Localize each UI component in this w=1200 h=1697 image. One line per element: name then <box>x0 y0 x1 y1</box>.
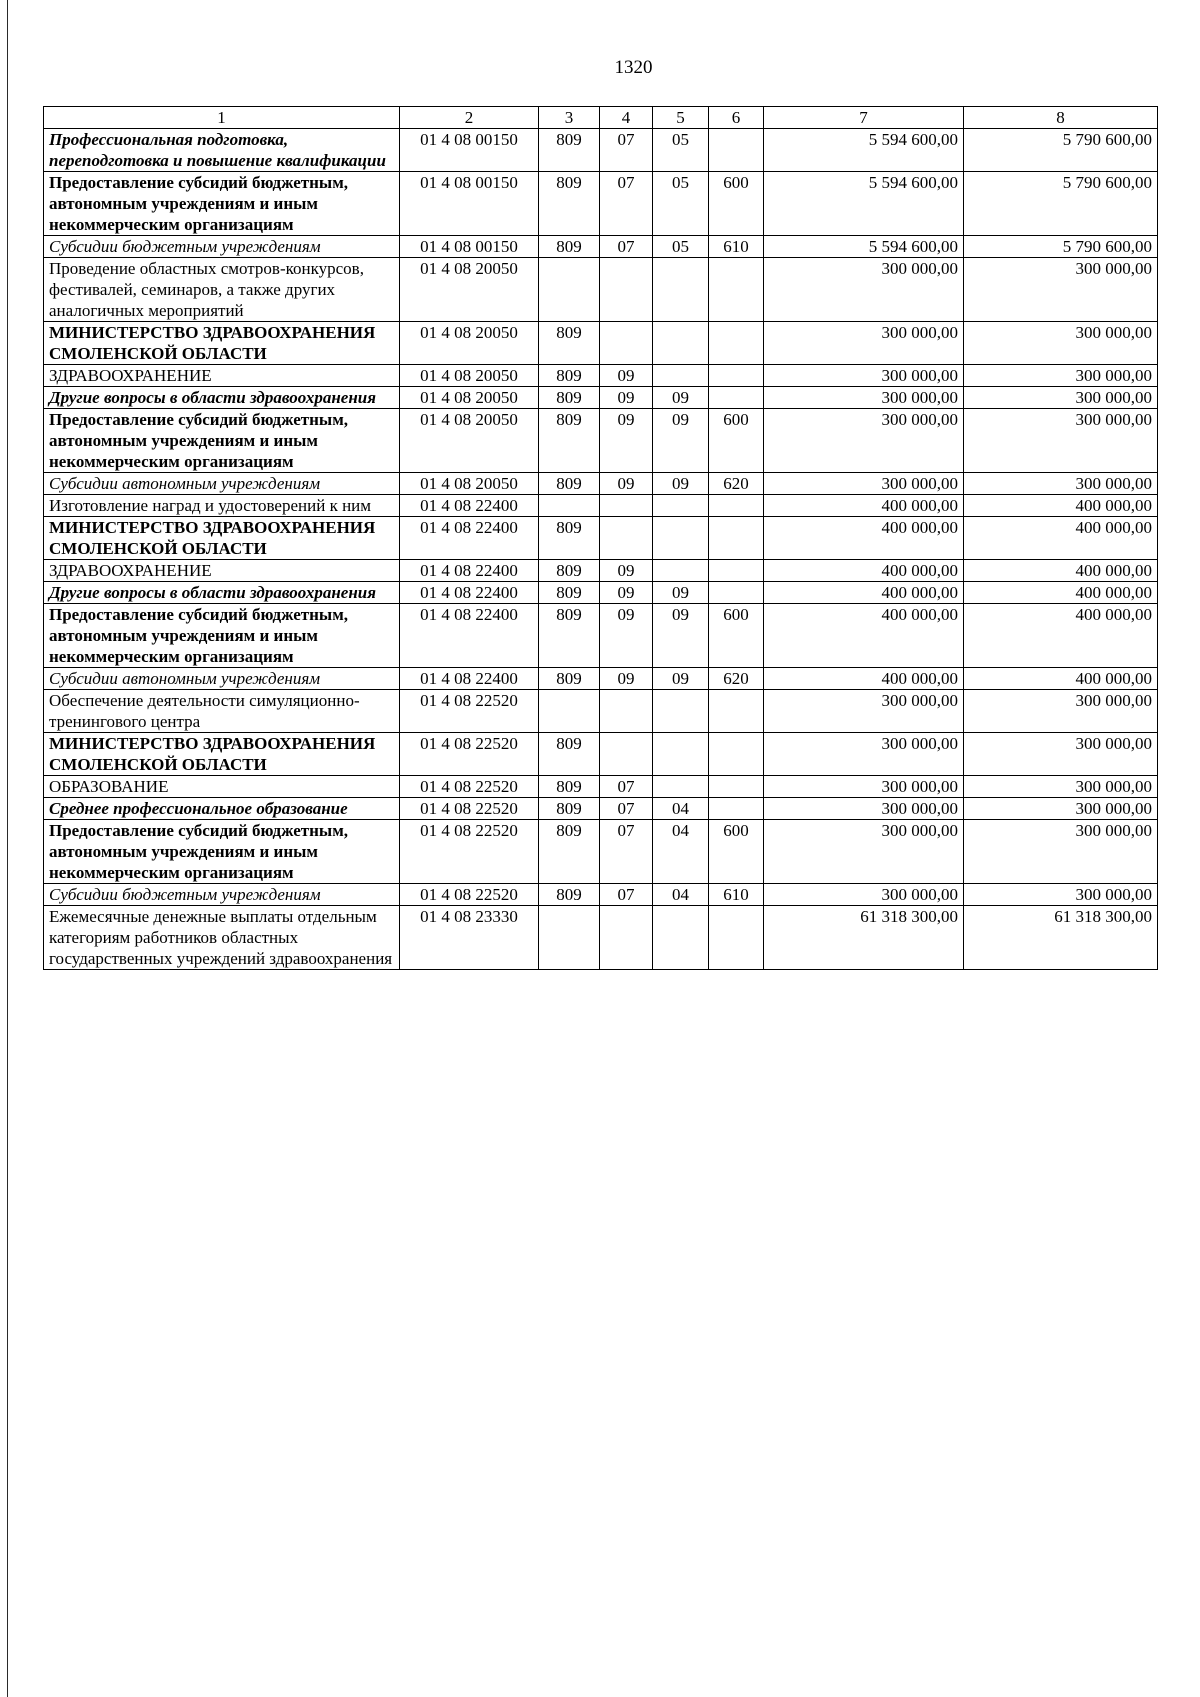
table-row <box>44 560 1158 582</box>
target-article-code: 01 4 08 20050 <box>400 322 539 365</box>
section-code: 07 <box>600 236 653 258</box>
target-article-code: 01 4 08 22400 <box>400 668 539 690</box>
item-name: Среднее профессиональное образование <box>44 798 400 820</box>
department-code: 809 <box>539 473 600 495</box>
subsection-code: 09 <box>653 409 709 473</box>
amount-year-2: 5 790 600,00 <box>964 236 1158 258</box>
column-number: 5 <box>653 107 709 129</box>
department-code <box>539 258 600 322</box>
target-article-code: 01 4 08 20050 <box>400 258 539 322</box>
target-article-code: 01 4 08 22520 <box>400 733 539 776</box>
table-row <box>44 236 1158 258</box>
department-code: 809 <box>539 820 600 884</box>
item-name: Профессиональная подготовка, переподготовка и повышение квалификации <box>44 129 400 172</box>
page-number: 1320 <box>614 57 653 78</box>
amount-year-2: 300 000,00 <box>964 798 1158 820</box>
target-article-code: 01 4 08 22400 <box>400 517 539 560</box>
section-code: 09 <box>600 365 653 387</box>
table-row <box>44 798 1158 820</box>
department-code <box>539 690 600 733</box>
item-name: Субсидии бюджетным учреждениям <box>44 236 400 258</box>
department-code: 809 <box>539 129 600 172</box>
item-name: МИНИСТЕРСТВО ЗДРАВООХРАНЕНИЯ СМОЛЕНСКОЙ ОБЛАСТИ <box>44 322 400 365</box>
target-article-code: 01 4 08 20050 <box>400 387 539 409</box>
target-article-code: 01 4 08 22400 <box>400 604 539 668</box>
amount-year-1: 300 000,00 <box>764 690 964 733</box>
item-name: Обеспечение деятельности симуляционно-тренингового центра <box>44 690 400 733</box>
department-code: 809 <box>539 387 600 409</box>
subsection-code: 05 <box>653 236 709 258</box>
department-code: 809 <box>539 884 600 906</box>
department-code: 809 <box>539 604 600 668</box>
item-name: Проведение областных смотров-конкурсов, фестивалей, семинаров, а также других аналогичных мероприятий <box>44 258 400 322</box>
expense-type-code <box>709 582 764 604</box>
table-row <box>44 820 1158 884</box>
expense-type-code <box>709 129 764 172</box>
department-code: 809 <box>539 409 600 473</box>
item-name: Предоставление субсидий бюджетным, автономным учреждениям и иным некоммерческим организациям <box>44 820 400 884</box>
item-name: Другие вопросы в области здравоохранения <box>44 387 400 409</box>
amount-year-2: 300 000,00 <box>964 409 1158 473</box>
item-name: ЗДРАВООХРАНЕНИЕ <box>44 560 400 582</box>
section-code <box>600 258 653 322</box>
budget-table <box>43 106 1158 970</box>
subsection-code: 04 <box>653 820 709 884</box>
amount-year-1: 61 318 300,00 <box>764 906 964 970</box>
department-code: 809 <box>539 322 600 365</box>
subsection-code <box>653 258 709 322</box>
amount-year-1: 400 000,00 <box>764 604 964 668</box>
amount-year-1: 300 000,00 <box>764 387 964 409</box>
expense-type-code <box>709 322 764 365</box>
expense-type-code: 600 <box>709 604 764 668</box>
table-row <box>44 906 1158 970</box>
amount-year-2: 300 000,00 <box>964 322 1158 365</box>
table-row <box>44 604 1158 668</box>
amount-year-2: 300 000,00 <box>964 387 1158 409</box>
department-code: 809 <box>539 798 600 820</box>
amount-year-2: 300 000,00 <box>964 776 1158 798</box>
target-article-code: 01 4 08 20050 <box>400 473 539 495</box>
expense-type-code: 610 <box>709 236 764 258</box>
column-number: 8 <box>964 107 1158 129</box>
amount-year-2: 400 000,00 <box>964 560 1158 582</box>
item-name: Другие вопросы в области здравоохранения <box>44 582 400 604</box>
item-name: ЗДРАВООХРАНЕНИЕ <box>44 365 400 387</box>
table-row <box>44 517 1158 560</box>
section-code: 09 <box>600 604 653 668</box>
subsection-code: 04 <box>653 798 709 820</box>
department-code <box>539 495 600 517</box>
table-row <box>44 776 1158 798</box>
department-code: 809 <box>539 560 600 582</box>
amount-year-2: 400 000,00 <box>964 668 1158 690</box>
section-code: 09 <box>600 473 653 495</box>
amount-year-2: 5 790 600,00 <box>964 129 1158 172</box>
amount-year-2: 400 000,00 <box>964 604 1158 668</box>
subsection-code: 09 <box>653 604 709 668</box>
table-row <box>44 387 1158 409</box>
table-row <box>44 172 1158 236</box>
item-name: Предоставление субсидий бюджетным, автономным учреждениям и иным некоммерческим организациям <box>44 409 400 473</box>
subsection-code: 09 <box>653 668 709 690</box>
section-code: 09 <box>600 668 653 690</box>
item-name: МИНИСТЕРСТВО ЗДРАВООХРАНЕНИЯ СМОЛЕНСКОЙ ОБЛАСТИ <box>44 733 400 776</box>
amount-year-2: 5 790 600,00 <box>964 172 1158 236</box>
amount-year-2: 300 000,00 <box>964 473 1158 495</box>
expense-type-code: 600 <box>709 409 764 473</box>
expense-type-code: 600 <box>709 820 764 884</box>
department-code: 809 <box>539 668 600 690</box>
amount-year-1: 400 000,00 <box>764 495 964 517</box>
item-name: Субсидии бюджетным учреждениям <box>44 884 400 906</box>
amount-year-2: 300 000,00 <box>964 733 1158 776</box>
target-article-code: 01 4 08 00150 <box>400 129 539 172</box>
section-code: 07 <box>600 172 653 236</box>
expense-type-code <box>709 733 764 776</box>
expense-type-code <box>709 387 764 409</box>
department-code: 809 <box>539 733 600 776</box>
expense-type-code: 620 <box>709 668 764 690</box>
expense-type-code <box>709 258 764 322</box>
table-row <box>44 409 1158 473</box>
subsection-code: 05 <box>653 129 709 172</box>
subsection-code: 05 <box>653 172 709 236</box>
column-number: 7 <box>764 107 964 129</box>
subsection-code: 09 <box>653 387 709 409</box>
section-code <box>600 322 653 365</box>
section-code: 09 <box>600 387 653 409</box>
target-article-code: 01 4 08 22400 <box>400 560 539 582</box>
amount-year-1: 300 000,00 <box>764 409 964 473</box>
department-code: 809 <box>539 582 600 604</box>
column-number: 6 <box>709 107 764 129</box>
section-code <box>600 495 653 517</box>
section-code: 07 <box>600 884 653 906</box>
column-number-row <box>44 107 1158 129</box>
target-article-code: 01 4 08 23330 <box>400 906 539 970</box>
expense-type-code <box>709 495 764 517</box>
section-code <box>600 906 653 970</box>
table-row <box>44 129 1158 172</box>
expense-type-code <box>709 776 764 798</box>
amount-year-1: 300 000,00 <box>764 365 964 387</box>
amount-year-2: 400 000,00 <box>964 517 1158 560</box>
target-article-code: 01 4 08 22400 <box>400 495 539 517</box>
section-code: 07 <box>600 820 653 884</box>
amount-year-2: 300 000,00 <box>964 365 1158 387</box>
amount-year-1: 5 594 600,00 <box>764 129 964 172</box>
subsection-code <box>653 495 709 517</box>
target-article-code: 01 4 08 00150 <box>400 236 539 258</box>
expense-type-code <box>709 365 764 387</box>
expense-type-code: 600 <box>709 172 764 236</box>
department-code: 809 <box>539 517 600 560</box>
target-article-code: 01 4 08 20050 <box>400 365 539 387</box>
amount-year-1: 300 000,00 <box>764 258 964 322</box>
amount-year-1: 300 000,00 <box>764 820 964 884</box>
item-name: Субсидии автономным учреждениям <box>44 473 400 495</box>
scan-edge-line <box>7 0 8 1697</box>
target-article-code: 01 4 08 00150 <box>400 172 539 236</box>
section-code: 07 <box>600 129 653 172</box>
amount-year-1: 400 000,00 <box>764 582 964 604</box>
expense-type-code <box>709 906 764 970</box>
subsection-code <box>653 733 709 776</box>
expense-type-code <box>709 798 764 820</box>
subsection-code <box>653 560 709 582</box>
subsection-code <box>653 517 709 560</box>
department-code <box>539 906 600 970</box>
amount-year-2: 300 000,00 <box>964 690 1158 733</box>
item-name: Предоставление субсидий бюджетным, автономным учреждениям и иным некоммерческим организациям <box>44 604 400 668</box>
table-row <box>44 733 1158 776</box>
item-name: МИНИСТЕРСТВО ЗДРАВООХРАНЕНИЯ СМОЛЕНСКОЙ ОБЛАСТИ <box>44 517 400 560</box>
expense-type-code <box>709 690 764 733</box>
target-article-code: 01 4 08 22520 <box>400 690 539 733</box>
table-row <box>44 365 1158 387</box>
target-article-code: 01 4 08 22520 <box>400 776 539 798</box>
section-code: 09 <box>600 560 653 582</box>
amount-year-1: 400 000,00 <box>764 517 964 560</box>
item-name: Предоставление субсидий бюджетным, автономным учреждениям и иным некоммерческим организациям <box>44 172 400 236</box>
item-name: ОБРАЗОВАНИЕ <box>44 776 400 798</box>
amount-year-1: 300 000,00 <box>764 884 964 906</box>
table-row <box>44 473 1158 495</box>
section-code <box>600 690 653 733</box>
table-row <box>44 690 1158 733</box>
subsection-code <box>653 365 709 387</box>
table-row <box>44 884 1158 906</box>
column-number: 1 <box>44 107 400 129</box>
amount-year-1: 400 000,00 <box>764 668 964 690</box>
subsection-code: 09 <box>653 582 709 604</box>
section-code: 07 <box>600 776 653 798</box>
table-row <box>44 258 1158 322</box>
expense-type-code: 610 <box>709 884 764 906</box>
subsection-code <box>653 906 709 970</box>
amount-year-1: 300 000,00 <box>764 473 964 495</box>
target-article-code: 01 4 08 20050 <box>400 409 539 473</box>
expense-type-code: 620 <box>709 473 764 495</box>
table-row <box>44 582 1158 604</box>
amount-year-1: 300 000,00 <box>764 322 964 365</box>
amount-year-2: 300 000,00 <box>964 258 1158 322</box>
column-number: 2 <box>400 107 539 129</box>
table-body <box>44 107 1158 970</box>
section-code: 07 <box>600 798 653 820</box>
column-number: 3 <box>539 107 600 129</box>
department-code: 809 <box>539 236 600 258</box>
item-name: Изготовление наград и удостоверений к ним <box>44 495 400 517</box>
amount-year-1: 5 594 600,00 <box>764 236 964 258</box>
column-number: 4 <box>600 107 653 129</box>
amount-year-2: 400 000,00 <box>964 582 1158 604</box>
target-article-code: 01 4 08 22400 <box>400 582 539 604</box>
table-row <box>44 322 1158 365</box>
amount-year-2: 300 000,00 <box>964 884 1158 906</box>
amount-year-2: 400 000,00 <box>964 495 1158 517</box>
item-name: Субсидии автономным учреждениям <box>44 668 400 690</box>
subsection-code <box>653 776 709 798</box>
expense-type-code <box>709 517 764 560</box>
department-code: 809 <box>539 172 600 236</box>
target-article-code: 01 4 08 22520 <box>400 820 539 884</box>
amount-year-2: 61 318 300,00 <box>964 906 1158 970</box>
subsection-code: 04 <box>653 884 709 906</box>
table-row <box>44 668 1158 690</box>
section-code: 09 <box>600 409 653 473</box>
amount-year-1: 300 000,00 <box>764 798 964 820</box>
amount-year-1: 400 000,00 <box>764 560 964 582</box>
subsection-code <box>653 322 709 365</box>
amount-year-1: 5 594 600,00 <box>764 172 964 236</box>
section-code <box>600 733 653 776</box>
item-name: Ежемесячные денежные выплаты отдельным категориям работников областных государственных учреждений здравоохранения <box>44 906 400 970</box>
section-code: 09 <box>600 582 653 604</box>
target-article-code: 01 4 08 22520 <box>400 884 539 906</box>
amount-year-1: 300 000,00 <box>764 733 964 776</box>
subsection-code: 09 <box>653 473 709 495</box>
expense-type-code <box>709 560 764 582</box>
target-article-code: 01 4 08 22520 <box>400 798 539 820</box>
table-row <box>44 495 1158 517</box>
section-code <box>600 517 653 560</box>
department-code: 809 <box>539 365 600 387</box>
amount-year-2: 300 000,00 <box>964 820 1158 884</box>
amount-year-1: 300 000,00 <box>764 776 964 798</box>
subsection-code <box>653 690 709 733</box>
department-code: 809 <box>539 776 600 798</box>
